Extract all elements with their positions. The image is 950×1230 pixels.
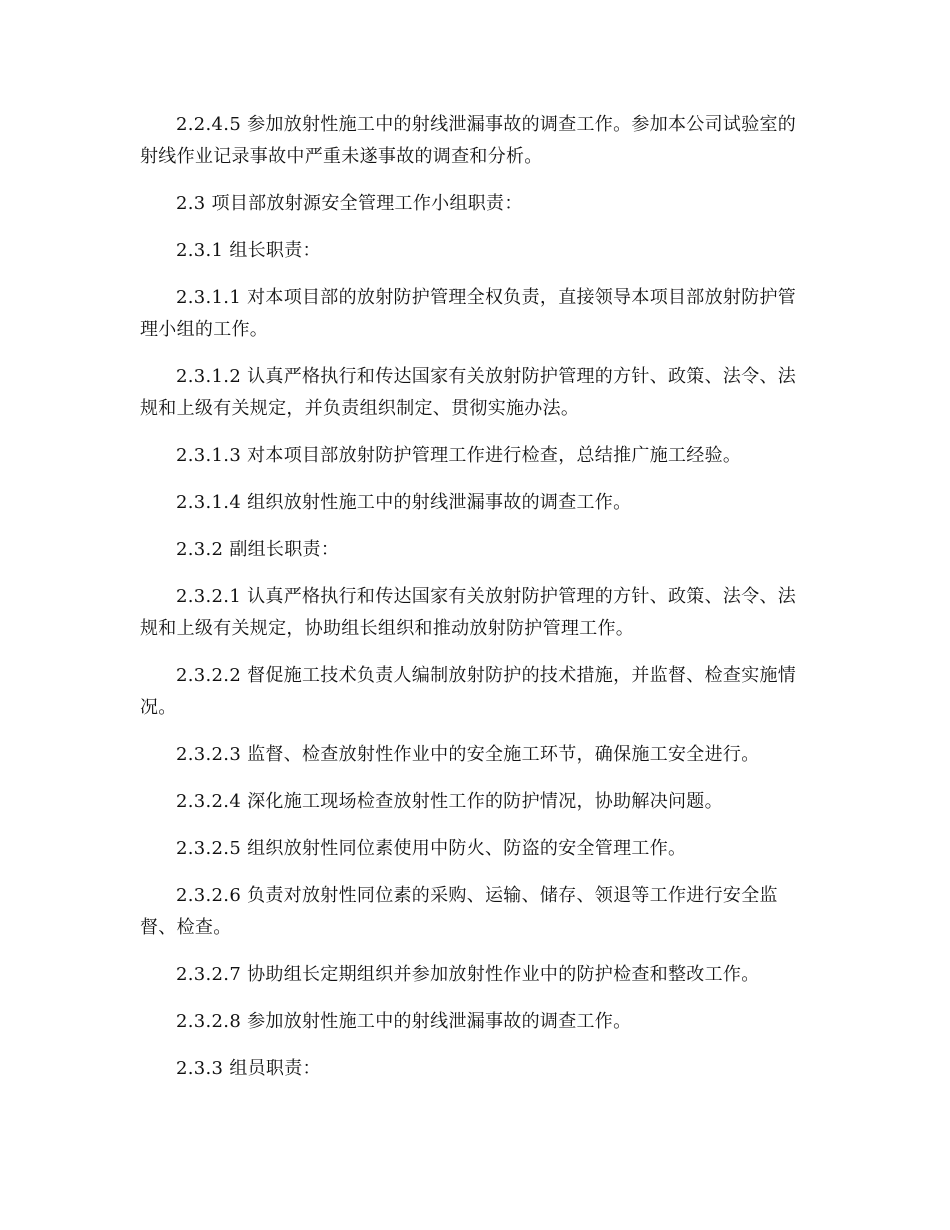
paragraph-2-3-1-2: 2.3.1.2 认真严格执行和传达国家有关放射防护管理的方针、政策、法令、法规和上级有关规定，并负责组织制定、贯彻实施办法。 (140, 366, 797, 419)
paragraph-2-3-2-7: 2.3.2.7 协助组长定期组织并参加放射性作业中的防护检查和整改工作。 (176, 964, 760, 985)
paragraph-2-3-1-3: 2.3.1.3 对本项目部放射防护管理工作进行检查，总结推广施工经验。 (176, 445, 742, 466)
paragraph-2-3-2-8: 2.3.2.8 参加放射性施工中的射线泄漏事故的调查工作。 (176, 1011, 632, 1032)
paragraph-2-3-2-5: 2.3.2.5 组织放射性同位素使用中防火、防盗的安全管理工作。 (176, 838, 687, 859)
paragraph-2-3-1-4: 2.3.1.4 组织放射性施工中的射线泄漏事故的调查工作。 (176, 492, 632, 513)
heading-2-3-3: 2.3.3 组员职责： (176, 1058, 321, 1079)
paragraph-2-3-2-6: 2.3.2.6 负责对放射性同位素的采购、运输、储存、领退等工作进行安全监督、检查。 (140, 885, 778, 938)
paragraph-2-2-4-5: 2.2.4.5 参加放射性施工中的射线泄漏事故的调查工作。参加本公司试验室的射线作业记录事故中严重未遂事故的调查和分析。 (140, 114, 797, 167)
paragraph-2-3-1-1: 2.3.1.1 对本项目部的放射防护管理全权负责，直接领导本项目部放射防护管理小组的工作。 (140, 287, 797, 340)
paragraph-2-3-2-3: 2.3.2.3 监督、检查放射性作业中的安全施工环节，确保施工安全进行。 (176, 744, 760, 765)
paragraph-2-3-2-1: 2.3.2.1 认真严格执行和传达国家有关放射防护管理的方针、政策、法令、法规和上级有关规定，协助组长组织和推动放射防护管理工作。 (140, 586, 797, 639)
document-body (140, 109, 810, 1100)
paragraph-2-3-2-2: 2.3.2.2 督促施工技术负责人编制放射防护的技术措施，并监督、检查实施情况。 (140, 665, 797, 718)
paragraph-2-3-2-4: 2.3.2.4 深化施工现场检查放射性工作的防护情况，协助解决问题。 (176, 791, 723, 812)
heading-2-3-1: 2.3.1 组长职责： (176, 240, 321, 261)
heading-2-3-2: 2.3.2 副组长职责： (176, 539, 340, 560)
heading-2-3: 2.3 项目部放射源安全管理工作小组职责： (176, 193, 523, 214)
